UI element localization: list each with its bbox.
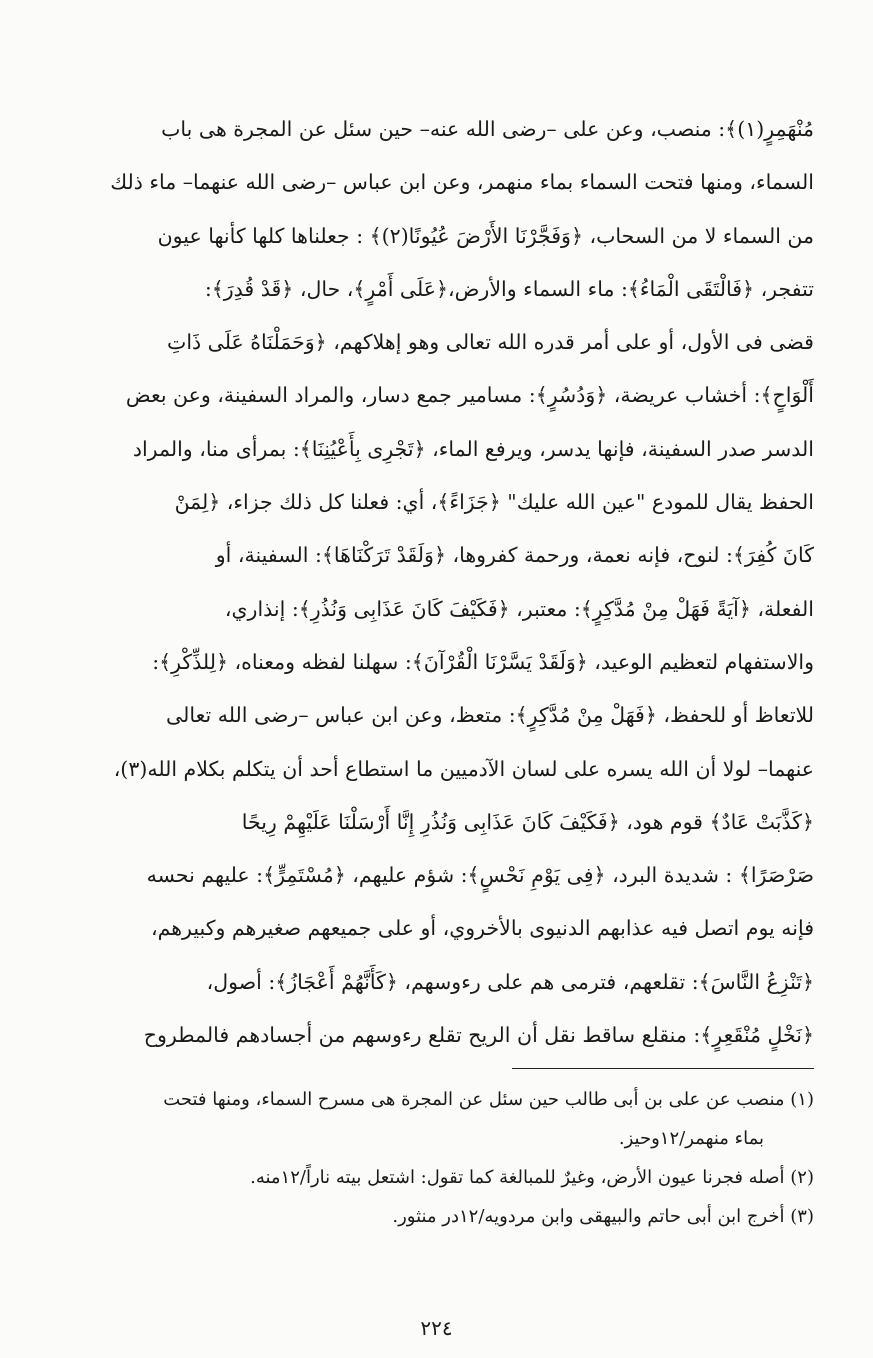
text-line: كَانَ كُفِرَ﴾: لنوح، فإنه نعمة، ورحمة كفروها، ﴿وَلَقَدْ تَرَكْنَاهَا﴾: السفينة، أو [215, 543, 814, 568]
text-line: فإنه يوم اتصل فيه عذابهم الدنيوى بالأخروي، أو على جميعهم صغيرهم وكبيرهم، [150, 916, 814, 941]
text-line: الدسر صدر السفينة، فإنها يدسر، ويرفع الماء، ﴿تَجْرِى بِأَعْيُنِنَا﴾: بمرأى منا، والمراد [132, 436, 814, 461]
text-line: أَلْوَاحٍ﴾: أخشاب عريضة، ﴿وَدُسُرٍ﴾: مسامير جمع دسار، والمراد السفينة، وعن بعض [125, 383, 814, 408]
text-line: عنهما– لولا أن الله يسره على لسان الآدميين ما استطاع أحد أن يتكلم بكلام الله(٣)، [113, 756, 814, 781]
page-number: ٢٢٤ [420, 1316, 453, 1340]
text-line: السماء، ومنها فتحت السماء بماء منهمر، وعن ابن عباس –رضى الله عنهما– ماء ذلك [110, 170, 814, 195]
text-line: ﴿كَذَّبَتْ عَادٌ﴾ قوم هود، ﴿فَكَيْفَ كَانَ عَذَابِى وَنُذُرِ إِنَّا أَرْسَلْنَا عَلَيْهِمْ رِيحًا [241, 809, 814, 834]
footnote-2: (٢) أصله فجرنا عيون الأرض، وغيرٌ للمبالغة كما تقول: اشتعل بيته ناراً/١٢منه. [250, 1167, 814, 1188]
footnote-1: (١) منصب عن على بن أبى طالب حين سئل عن المجرة هى مسرح السماء، ومنها فتحت [163, 1089, 814, 1110]
footnote-3: (٣) أخرج ابن أبى حاتم والبيهقى وابن مردويه/١٢در منثور. [392, 1206, 814, 1227]
text-line: تتفجر، ﴿فَالْتَقَى الْمَاءُ﴾: ماء السماء والأرض،﴿عَلَى أَمْرٍ﴾، حال، ﴿قَدْ قُدِرَ﴾: [204, 276, 814, 301]
text-line: صَرْصَرًا﴾ : شديدة البرد، ﴿فِى يَوْمِ نَحْسٍ﴾: شؤم عليهم، ﴿مُسْتَمِرٍّ﴾: عليهم نحسه [146, 863, 814, 888]
text-line: ﴿نَخْلٍ مُنْقَعِرٍ﴾: منقلع ساقط نقل أن الريح تقلع رءوسهم من أجسادهم فالمطروح [143, 1023, 814, 1048]
text-line: الفعلة، ﴿آيَةً فَهَلْ مِنْ مُدَّكِرٍ﴾: معتبر، ﴿فَكَيْفَ كَانَ عَذَابِى وَنُذُرِ﴾: إنذاري، [224, 596, 814, 621]
text-line: ﴿تَنْزِعُ النَّاسَ﴾: تقلعهم، فترمى هم على رءوسهم، ﴿كَأَنَّهُمْ أَعْجَازُ﴾: أصول، [206, 969, 814, 994]
text-line: والاستفهام لتعظيم الوعيد، ﴿وَلَقَدْ يَسَّرْنَا الْقُرْآنَ﴾: سهلنا لفظه ومعناه، ﴿لِلذِّكْرِ﴾: [152, 649, 814, 674]
footnotes [62, 1080, 814, 1236]
main-text-block [62, 103, 814, 1062]
text-line: للاتعاظ أو للحفظ، ﴿فَهَلْ مِنْ مُدَّكِرٍ﴾: متعظ، وعن ابن عباس –رضى الله تعالى [166, 703, 814, 728]
text-line: مُنْهَمِرٍ(١)﴾: منصب، وعن على –رضى الله عنه– حين سئل عن المجرة هى باب [161, 117, 814, 141]
text-line: من السماء لا من السحاب، ﴿وَفَجَّرْنَا الأَرْضَ عُيُونًا(٢)﴾ : جعلناها كلها كأنها عيون [157, 223, 814, 248]
footnote-1-continuation: بماء منهمر/١٢وحيز. [618, 1128, 764, 1149]
footnote-divider [512, 1068, 814, 1069]
text-line: الحفظ يقال للمودع "عين الله عليك" ﴿جَزَاءً﴾، أي: فعلنا كل ذلك جزاء، ﴿لِمَنْ [174, 490, 814, 515]
text-line: قضى فى الأول، أو على أمر قدره الله تعالى وهو إهلاكهم، ﴿وَحَمَلْنَاهُ عَلَى ذَاتِ [167, 330, 814, 355]
